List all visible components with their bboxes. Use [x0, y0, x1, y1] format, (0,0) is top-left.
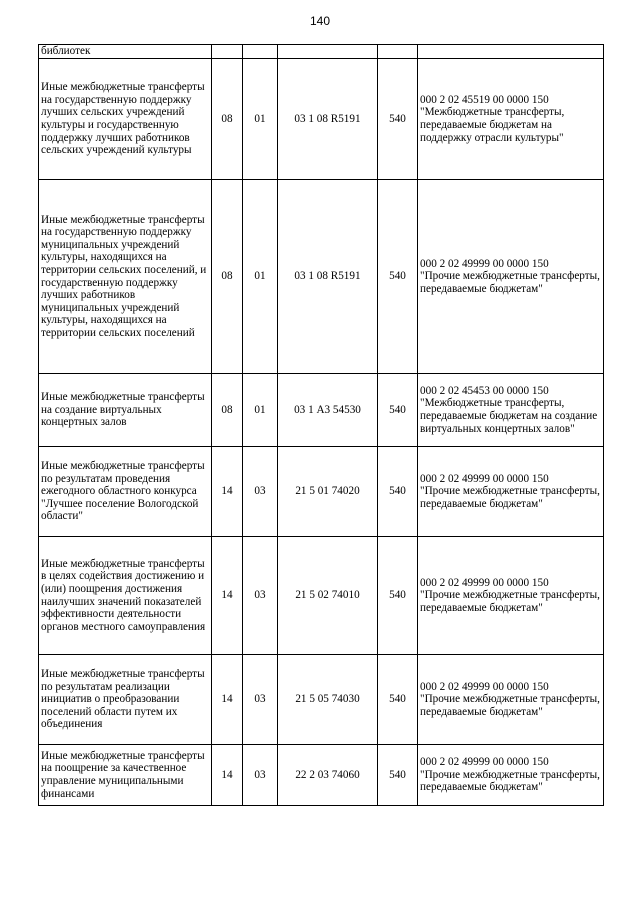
row-name-cell: Иные межбюджетные трансферты на государственную поддержку муниципальных учреждений культуры, находящихся на территории сельских поселений, и государственную поддержку лучших работников муниципальных учреждений культуры, находящихся на территории сельских поселений — [39, 180, 212, 374]
target-article-cell: 03 1 А3 54530 — [278, 374, 378, 447]
income-code: 000 2 02 49999 00 0000 150 — [420, 472, 549, 485]
income-code: 000 2 02 49999 00 0000 150 — [420, 756, 549, 769]
income-description: "Прочие межбюджетные трансферты, передаваемые бюджетам" — [420, 589, 600, 614]
table-row — [39, 745, 604, 806]
target-article-cell: 21 5 05 74030 — [278, 655, 378, 745]
table-row — [39, 374, 604, 447]
income-code-cell — [418, 655, 604, 745]
subsection-cell — [243, 45, 278, 59]
income-code: 000 2 02 49999 00 0000 150 — [420, 680, 549, 693]
income-code-cell — [418, 180, 604, 374]
income-code-cell — [418, 745, 604, 806]
expense-type-cell: 540 — [378, 59, 418, 180]
budget-table — [38, 44, 604, 806]
income-description: "Межбюджетные трансферты, передаваемые бюджетам на создание виртуальных концертных залов" — [420, 397, 598, 435]
subsection-cell: 03 — [243, 447, 278, 537]
section-cell: 08 — [212, 59, 243, 180]
subsection-cell: 01 — [243, 374, 278, 447]
income-description: "Прочие межбюджетные трансферты, передаваемые бюджетам" — [420, 485, 600, 510]
target-article-cell: 03 1 08 R5191 — [278, 180, 378, 374]
table-row — [39, 447, 604, 537]
income-description: "Прочие межбюджетные трансферты, передаваемые бюджетам" — [420, 693, 600, 718]
subsection-cell: 03 — [243, 745, 278, 806]
income-code-cell — [418, 374, 604, 447]
row-name-cell: Иные межбюджетные трансферты на создание виртуальных концертных залов — [39, 374, 212, 447]
target-article-cell: 22 2 03 74060 — [278, 745, 378, 806]
subsection-cell: 03 — [243, 537, 278, 655]
page-number: 140 — [309, 14, 331, 28]
table-row — [39, 655, 604, 745]
income-code-cell — [418, 45, 604, 59]
expense-type-cell: 540 — [378, 180, 418, 374]
subsection-cell: 01 — [243, 180, 278, 374]
income-code-cell — [418, 537, 604, 655]
income-code-cell — [418, 447, 604, 537]
section-cell: 14 — [212, 447, 243, 537]
expense-type-cell: 540 — [378, 447, 418, 537]
expense-type-cell: 540 — [378, 655, 418, 745]
row-name-cell: Иные межбюджетные трансферты на государственную поддержку лучших сельских учреждений культуры и государственную поддержку лучших работников сельских учреждений культуры — [39, 59, 212, 180]
expense-type-cell — [378, 45, 418, 59]
table-row — [39, 45, 604, 59]
section-cell: 14 — [212, 655, 243, 745]
target-article-cell: 03 1 08 R5191 — [278, 59, 378, 180]
income-code: 000 2 02 45453 00 0000 150 — [420, 384, 549, 397]
section-cell: 08 — [212, 374, 243, 447]
table-row — [39, 180, 604, 374]
income-code: 000 2 02 49999 00 0000 150 — [420, 576, 549, 589]
section-cell: 14 — [212, 745, 243, 806]
subsection-cell: 01 — [243, 59, 278, 180]
table-row — [39, 537, 604, 655]
target-article-cell — [278, 45, 378, 59]
row-name-cell: библиотек — [39, 45, 212, 59]
target-article-cell: 21 5 02 74010 — [278, 537, 378, 655]
row-name-cell: Иные межбюджетные трансферты на поощрение за качественное управление муниципальными финансами — [39, 745, 212, 806]
subsection-cell: 03 — [243, 655, 278, 745]
expense-type-cell: 540 — [378, 745, 418, 806]
expense-type-cell: 540 — [378, 374, 418, 447]
income-description: "Межбюджетные трансферты, передаваемые бюджетам на поддержку отрасли культуры" — [420, 106, 565, 144]
income-code: 000 2 02 45519 00 0000 150 — [420, 93, 549, 106]
row-name-cell: Иные межбюджетные трансферты по результатам проведения ежегодного областного конкурса "Лучшее поселение Вологодской области" — [39, 447, 212, 537]
income-code-cell — [418, 59, 604, 180]
income-description: "Прочие межбюджетные трансферты, передаваемые бюджетам" — [420, 768, 600, 794]
expense-type-cell: 540 — [378, 537, 418, 655]
row-name-cell: Иные межбюджетные трансферты в целях содействия достижению и (или) поощрения достижения наилучших значений показателей эффективности деятельности органов местного самоуправления — [39, 537, 212, 655]
income-description: "Прочие межбюджетные трансферты, передаваемые бюджетам" — [420, 270, 600, 295]
row-name-cell: Иные межбюджетные трансферты по результатам реализации инициатив о преобразовании поселений области путем их объединения — [39, 655, 212, 745]
table-row — [39, 59, 604, 180]
target-article-cell: 21 5 01 74020 — [278, 447, 378, 537]
section-cell: 14 — [212, 537, 243, 655]
income-code: 000 2 02 49999 00 0000 150 — [420, 257, 549, 270]
section-cell — [212, 45, 243, 59]
section-cell: 08 — [212, 180, 243, 374]
